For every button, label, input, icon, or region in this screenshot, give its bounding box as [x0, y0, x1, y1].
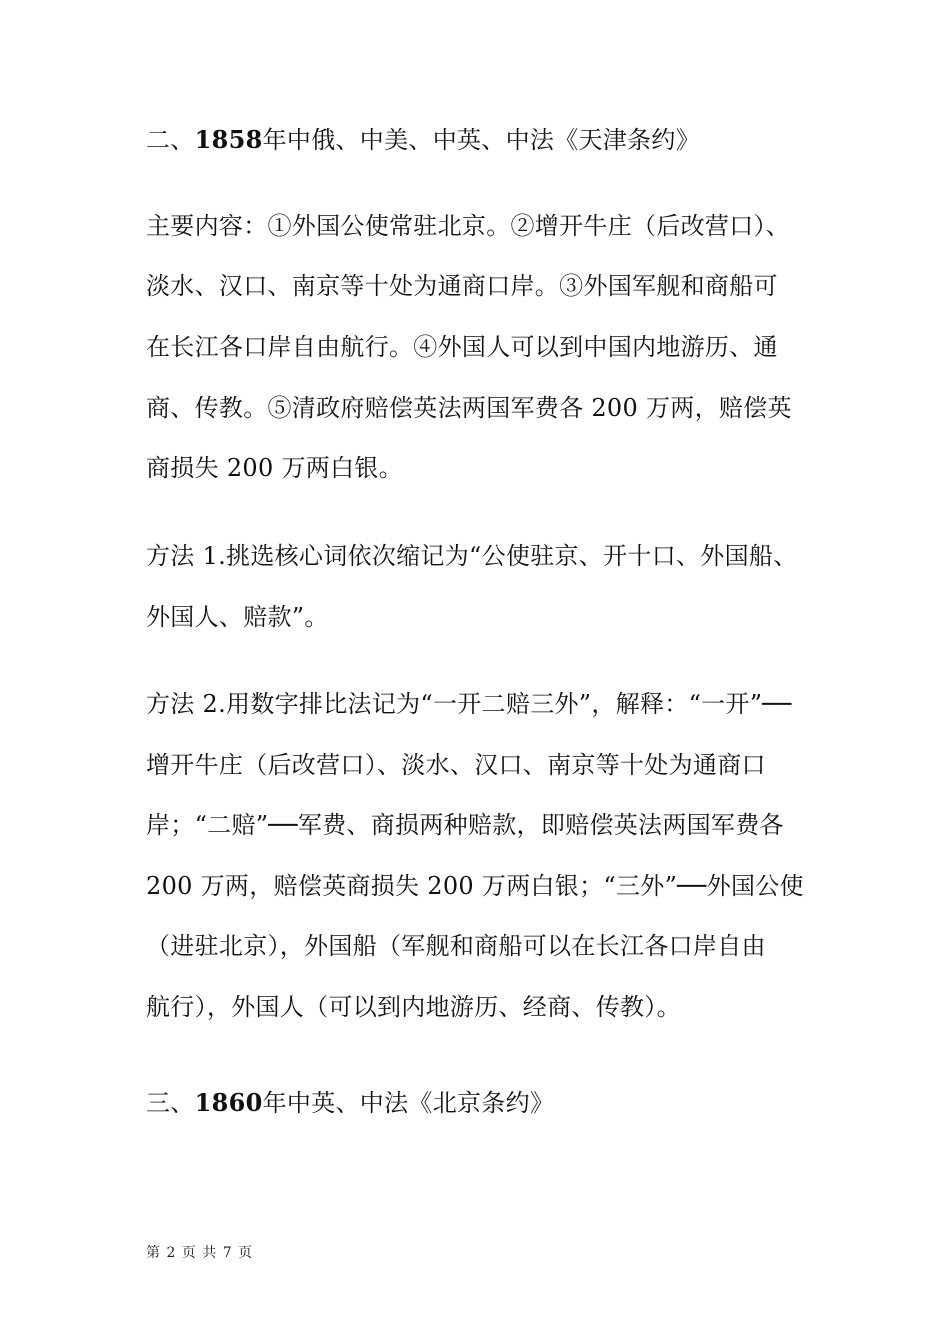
paragraph-line: 增开牛庄（后改营口）、淡水、汉口、南京等十处为通商口: [146, 751, 766, 779]
paragraph-line: 航行），外国人（可以到内地游历、经商、传教）。: [146, 993, 681, 1021]
heading-title: 年中英、中法《北京条约》: [262, 1089, 555, 1117]
heading-prefix: 二、: [146, 126, 195, 154]
paragraph-line: 商、传教。⑤清政府赔偿英法两国军费各 200 万两，赔偿英: [146, 394, 792, 422]
paragraph-line: 在长江各口岸自由航行。④外国人可以到中国内地游历、通: [146, 333, 778, 361]
paragraph-line: 200 万两，赔偿英商损失 200 万两白银；“三外”──外国公使: [146, 872, 804, 900]
heading-year: 1860: [194, 1088, 263, 1117]
heading-year: 1858: [194, 125, 263, 154]
heading-prefix: 三、: [146, 1089, 195, 1117]
paragraph-line: 商损失 200 万两白银。: [146, 454, 403, 482]
section-heading-tianjin-treaty: [146, 124, 816, 156]
page-number-footer: 第 2 页 共 7 页: [146, 1245, 254, 1261]
paragraph-line: 外国人、赔款”。: [146, 603, 329, 631]
paragraph-line: 方法 1.挑选核心词依次缩记为“公使驻京、开十口、外国船、: [146, 542, 798, 570]
paragraph-line: 方法 2.用数字排比法记为“一开二赔三外”，解释：“一开”──: [146, 690, 792, 718]
paragraph-line: 淡水、汉口、南京等十处为通商口岸。③外国军舰和商船可: [146, 272, 778, 300]
section-heading-beijing-treaty: [146, 1087, 816, 1119]
heading-title: 年中俄、中美、中英、中法《天津条约》: [262, 126, 701, 154]
paragraph-line: 主要内容：①外国公使常驻北京。②增开牛庄（后改营口）、: [146, 212, 791, 240]
paragraph-line: （进驻北京），外国船（军舰和商船可以在长江各口岸自由: [146, 932, 766, 960]
paragraph-line: 岸；“二赔”──军费、商损两种赔款，即赔偿英法两国军费各: [146, 811, 784, 839]
